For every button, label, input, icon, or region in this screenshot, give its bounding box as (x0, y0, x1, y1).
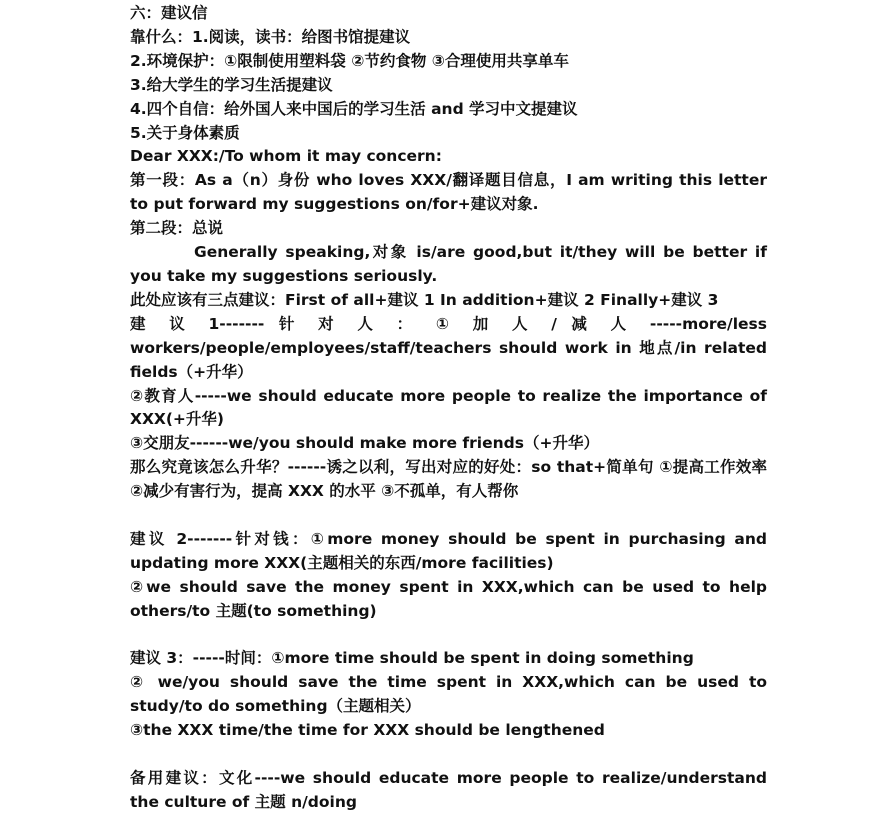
suggestion-1-educate: ②教育人-----we should educate more people to realize the importance of XXX(+升华) (130, 386, 767, 429)
document-page (130, 2, 767, 815)
three-suggestions-line: 此处应该有三点建议：First of all+建议 1 In addition+建议 2 Finally+建议 3 (130, 290, 719, 309)
blank-line (130, 504, 767, 528)
topic-line-1: 靠什么：1.阅读，读书：给图书馆提建议 (130, 27, 411, 46)
suggestion-3-time: 建议 3：-----时间：①more time should be spent in doing something (130, 649, 694, 668)
section-heading: 六：建议信 (130, 4, 208, 22)
suggestion-2-money: 建议 2-------针对钱：①more money should be spent in purchasing and updating more XXX(主题相关的东西/more facilities) (130, 529, 767, 572)
blank-line (130, 743, 767, 767)
suggestion-2-save: ②we should save the money spent in XXX,which can be used to help others/to 主题(to something) (130, 577, 767, 620)
sublimation-note: 那么究竟该怎么升华？------诱之以利，写出对应的好处：so that+简单句 ①提高工作效率 ②减少有害行为，提高 XXX 的水平 ③不孤单，有人帮你 (130, 458, 767, 501)
paragraph-one-template: 第一段：As a（n）身份 who loves XXX/翻译题目信息，I am writing this letter to put forward my suggestions on/for+建议对象. (130, 171, 767, 214)
suggestion-1-friends: ③交朋友------we/you should make more friends（+升华） (130, 434, 599, 453)
suggestion-1-body: workers/people/employees/staff/teachers should work in 地点/in related fields（+升华） (130, 338, 767, 381)
paragraph-two-template: Generally speaking,对象 is/are good,but it/they will be better if you take my suggestions seriously. (130, 243, 767, 285)
suggestion-3-save: ② we/you should save the time spent in XXX,which can be used to study/to do something（主题相关） (130, 673, 767, 716)
topic-line-5: 5.关于身体素质 (130, 123, 240, 142)
topic-line-4: 4.四个自信：给外国人来中国后的学习生活 and 学习中文提建议 (130, 99, 578, 118)
salutation-line: Dear XXX:/To whom it may concern: (130, 147, 442, 166)
suggestion-1-heading: 建 议 1------- 针 对 人 ： ① 加 人 / 减 人 -----more/less (130, 314, 767, 333)
blank-line (130, 624, 767, 648)
backup-suggestion-culture: 备用建议：文化----we should educate more people to realize/understand the culture of 主题 n/doing (130, 768, 767, 811)
suggestion-3-lengthen: ③the XXX time/the time for XXX should be lengthened (130, 721, 605, 740)
topic-line-2: 2.环境保护：①限制使用塑料袋 ②节约食物 ③合理使用共享单车 (130, 51, 569, 70)
paragraph-two-heading: 第二段：总说 (130, 219, 224, 238)
topic-line-3: 3.给大学生的学习生活提建议 (130, 75, 333, 94)
